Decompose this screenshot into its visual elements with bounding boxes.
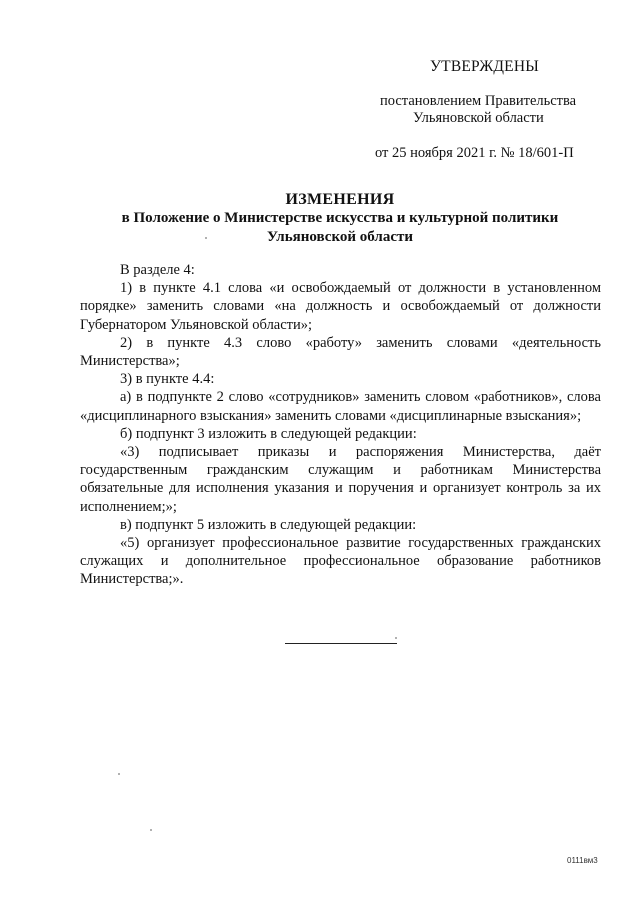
scan-speck	[150, 829, 152, 831]
title-line-2: Ульяновской области	[266, 229, 414, 245]
title-main: ИЗМЕНЕНИЯ	[285, 191, 395, 208]
paragraph-item-1: 1) в пункте 4.1 слова «и освобождаемый от должности в установленном порядке» заменить словами «на должность и освобождаемый от должности Губернатором Ульяновской области»;	[80, 280, 601, 333]
paragraph-quote-3: «3) подписывает приказы и распоряжения Министерства, даёт государственным гражданским служащим и работникам Министерства обязательные для исполнения указания и поручения и организует контроль за их исполнением;»;	[80, 444, 601, 515]
scan-speck	[205, 237, 207, 239]
document-title	[80, 190, 600, 247]
scan-speck	[395, 637, 397, 639]
end-separator-line	[285, 643, 397, 644]
decree-date: от 25 ноября 2021 г. № 18/601-П	[375, 145, 574, 161]
paragraph-quote-5: «5) организует профессиональное развитие государственных гражданских служащих и дополнительное профессиональное образование работников Министерства;».	[80, 535, 601, 588]
paragraph-subitem-b: б) подпункт 3 изложить в следующей редакции:	[120, 425, 417, 442]
decree-line-2: Ульяновской области	[413, 110, 544, 126]
title-line-1: в Положение о Министерстве искусства и культурной политики	[121, 210, 559, 226]
paragraph-subitem-v: в) подпункт 5 изложить в следующей редакции:	[120, 516, 417, 533]
scan-speck	[118, 773, 120, 775]
document-body	[80, 261, 601, 589]
paragraph-item-3: 3) в пункте 4.4:	[120, 371, 215, 388]
footer-document-code: 0111вм3	[567, 856, 598, 865]
paragraph-item-2: 2) в пункте 4.3 слово «работу» заменить словами «деятельность Министерства»;	[80, 334, 601, 370]
paragraph-section-intro: В разделе 4:	[120, 262, 195, 278]
decree-line-1: постановлением Правительства	[380, 93, 577, 109]
paragraph-subitem-a: а) в подпункте 2 слово «сотрудников» заменить словом «работников», слова «дисциплинарного взыскания» заменить словами «дисциплинарные взыскания»;	[80, 389, 601, 424]
approved-stamp: УТВЕРЖДЕНЫ	[430, 58, 539, 75]
